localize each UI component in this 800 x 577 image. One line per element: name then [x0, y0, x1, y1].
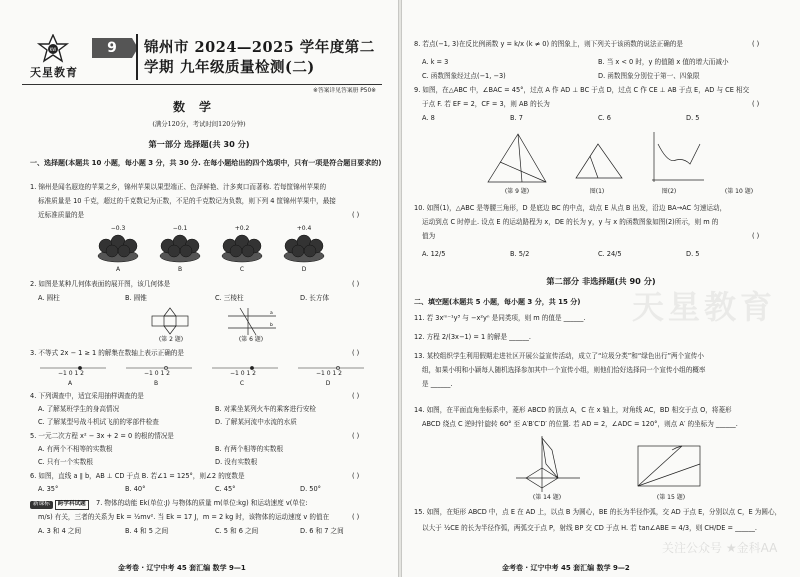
header-divider — [136, 34, 138, 80]
q7-answer-blank: ( ) — [352, 513, 360, 521]
q7-option-d: D. 6 和 7 之间 — [300, 527, 344, 535]
q1-line1: 1. 锦州是闻名遐迩的苹果之乡，锦州苹果以果型端正、色泽鲜艳、汁多爽口而著称. 若每筐锦州苹果的 — [30, 183, 327, 191]
answer-reference: ※答案详见答案册 P50※ — [312, 88, 376, 94]
q6-option-d: D. 50° — [300, 485, 321, 493]
q4-option-b: B. 对乘坐某列火车的乘客进行安检 — [215, 405, 317, 413]
part-two-heading: 第二部分 非选择题(共 90 分) — [546, 276, 656, 286]
q5-option-c: C. 只有一个实数根 — [38, 458, 93, 466]
exam-header — [22, 30, 382, 86]
q9-line1: 9. 如图，在△ABC 中，∠BAC = 45°，过点 A 作 AD ⊥ BC 于点 D，过点 C 作 CE ⊥ AB 于点 E，AD 与 CE 相交 — [414, 86, 750, 94]
q3-stem: 3. 不等式 2x − 1 ≥ 1 的解集在数轴上表示正确的是 — [30, 349, 184, 357]
q8-option-b: B. 当 x < 0 时，y 的值随 x 值的增大而减小 — [598, 58, 729, 66]
function-graph — [646, 130, 706, 186]
header-rule — [22, 84, 382, 85]
q2-option-d: D. 长方体 — [300, 294, 330, 302]
q3-option-c: C — [239, 380, 245, 387]
q3-option-d: D — [325, 380, 331, 387]
q6-stem: 6. 如图，直线 a ∥ b，AB ⊥ CD 于点 B. 若∠1 = 125°，则∠2 的度数是 — [30, 472, 245, 480]
q2-option-c: C. 三棱柱 — [215, 294, 244, 302]
q15-figure-caption: (第 15 题) — [656, 494, 686, 501]
exam-info: (满分120分，考试时间120分钟) — [152, 120, 246, 128]
q1-line3: 近标准质量的是 — [38, 211, 85, 219]
q5-option-a: A. 有两个不相等的实数根 — [38, 445, 113, 453]
q2-answer-blank: ( ) — [352, 280, 360, 288]
q2-figure-caption: (第 2 题) — [158, 336, 184, 343]
q14-line1: 14. 如图，在平面直角坐标系中，菱形 ABCD 的顶点 A，C 在 x 轴上，对角线 AC，BD 相交于点 O，将菱形 — [414, 406, 732, 414]
q3-ticks: −1 0 1 2 — [57, 370, 85, 377]
q2-option-b: B. 圆锥 — [125, 294, 147, 302]
rhombus-coordinate-diagram — [512, 434, 582, 494]
basket-value: −0.3 — [110, 225, 126, 232]
q15-line1: 15. 如图，在矩形 ABCD 中，点 E 在 AD 上，以点 B 为圆心，BE 的长为半径作弧，交 AD 于点 E，分别以点 C，E 为圆心， — [414, 508, 782, 516]
basket-value: +0.2 — [234, 225, 250, 232]
brand-name: 天星教育 — [30, 66, 78, 79]
q13-line1: 13. 某校组织学生利用假期走进社区开展公益宣传活动，成立了“垃圾分类”和“绿色出行”两个宣传小 — [414, 352, 704, 360]
q8-answer-blank: ( ) — [752, 40, 760, 48]
q7-option-b: B. 4 和 5 之间 — [125, 527, 169, 535]
q8-option-a: A. k = 3 — [422, 58, 449, 66]
q9-figure-caption: (第 9 题) — [504, 188, 530, 195]
basket-label: A — [115, 266, 121, 273]
q6-option-b: B. 40° — [125, 485, 146, 493]
q10-option-b: B. 5/2 — [510, 250, 530, 258]
q10-line2: 运动到点 C 时停止. 设点 E 的运动路程为 x，DE 的长为 y，y 与 x 的函数图象如图(2)所示，则 m 的 — [422, 218, 719, 226]
parallel-lines-diagram — [226, 306, 278, 336]
q6-option-c: C. 45° — [215, 485, 236, 493]
basket-label: C — [239, 266, 245, 273]
brand-logo-icon — [36, 34, 70, 64]
q1-answer-blank: ( ) — [352, 211, 360, 219]
new-standard-tag: 新课标 — [30, 501, 53, 509]
q7-tags — [30, 499, 91, 510]
q1-line2: 标准质量是 10 千克，超过的千克数记为正数，不足的千克数记为负数，则下列 4 筐锦州苹果中，最接 — [38, 197, 336, 205]
q7-line1: 7. 物体的动能 Ek(单位:J) 与物体的质量 m(单位:kg) 和运动速度 v(单位: — [96, 499, 308, 507]
q8-option-c: C. 函数图象经过点(−1, −3) — [422, 72, 506, 80]
publisher-watermark: 天星教育 — [632, 288, 777, 326]
part-one-heading: 第一部分 选择题(共 30 分) — [148, 139, 250, 149]
q9-line2: 于点 F. 若 EF = 2，CF = 3，则 AB 的长为 — [422, 100, 550, 108]
q7-option-a: A. 3 和 4 之间 — [38, 527, 82, 535]
q9-option-d: D. 5 — [686, 114, 700, 122]
apple-basket-icons — [96, 232, 336, 264]
paper-number: 9 — [92, 38, 132, 58]
q3-ticks: −1 0 1 2 — [143, 370, 171, 377]
section-two-instructions: 二、填空题(本题共 5 小题，每小题 3 分，共 15 分) — [414, 298, 581, 306]
q9-option-a: A. 8 — [422, 114, 435, 122]
section-one-instructions: 一、选择题(本题共 10 小题，每小题 3 分，共 30 分. 在每小题给出的四个选项中，只有一项是符合题目要求的) — [30, 159, 382, 167]
q5-answer-blank: ( ) — [352, 432, 360, 440]
q13-line2: 组，如果小明和小颖每人随机选择参加其中一个宣传小组，则他们恰好选择同一个宣传小组的概率 — [422, 366, 706, 374]
right-page — [402, 0, 800, 577]
q3-ticks: −1 0 1 2 — [229, 370, 257, 377]
q9-answer-blank: ( ) — [752, 100, 760, 108]
rectangle-arc-diagram — [632, 440, 706, 492]
q10-answer-blank: ( ) — [752, 232, 760, 240]
q3-option-b: B — [153, 380, 159, 387]
q10-option-d: D. 5 — [686, 250, 700, 258]
basket-value: +0.4 — [296, 225, 312, 232]
q7-option-c: C. 5 和 6 之间 — [215, 527, 259, 535]
q8-option-d: D. 函数图象分别位于第一、四象限 — [598, 72, 700, 80]
q15-line2: 以大于 ½CE 的长为半径作弧，两弧交于点 P，射线 BP 交 CD 于点 H. 若 tan∠ABE = 4/3，则 CH/DE = ______. — [422, 524, 758, 532]
q4-option-c: C. 了解某型号战斗机试飞前的零部件检查 — [38, 418, 159, 426]
fig1-caption: 图(1) — [589, 188, 605, 195]
q6-option-a: A. 35° — [38, 485, 59, 493]
svg-text:b: b — [270, 323, 273, 328]
q5-stem: 5. 一元二次方程 x² − 3x + 2 = 0 的根的情况是 — [30, 432, 174, 440]
q9-option-b: B. 7 — [510, 114, 523, 122]
cross-subject-tag: 跨学科试题 — [55, 500, 89, 510]
q10-figure-caption: (第 10 题) — [724, 188, 754, 195]
fig2-caption: 图(2) — [661, 188, 677, 195]
q8-stem: 8. 若点(−1, 3)在反比例函数 y = k/x (k ≠ 0) 的图象上，则下列关于该函数的说法正确的是 — [414, 40, 683, 48]
q4-stem: 4. 下列调查中，适宜采用抽样调查的是 — [30, 392, 144, 400]
svg-text:a: a — [270, 311, 273, 316]
q3-ticks: −1 0 1 2 — [315, 370, 343, 377]
q11-stem: 11. 若 3xᵐ⁻¹y³ 与 −x²yⁿ 是同类项，则 m 的值是 ______. — [414, 314, 586, 322]
q4-option-d: D. 了解某河流中水流的水质 — [215, 418, 297, 426]
basket-label: D — [301, 266, 307, 273]
basket-label: B — [177, 266, 183, 273]
basket-value: −0.1 — [172, 225, 188, 232]
q4-answer-blank: ( ) — [352, 392, 360, 400]
net-diagram — [146, 306, 196, 336]
q10-line1: 10. 如图(1)，△ABC 是等腰三角形，D 是底边 BC 的中点，动点 E 从点 B 出发，沿边 BA→AC 匀速运动， — [414, 204, 727, 212]
q13-line3: 是 ______. — [422, 380, 453, 388]
q2-option-a: A. 圆柱 — [38, 294, 60, 302]
exam-title-line2: 九年级质量检测(二) — [180, 59, 315, 76]
left-footer: 金考卷 · 辽宁中考 45 套汇编 数学 9—1 — [118, 563, 246, 572]
q5-option-b: B. 有两个相等的实数根 — [215, 445, 284, 453]
social-watermark: 关注公众号 ★金科AA — [662, 541, 778, 555]
q7-line2: m/s) 有关，三者的关系为 Ek = ½mv². 当 Ek = 17 J，m = 2 kg 时，该物体的运动速度 v 的值在 — [38, 513, 330, 521]
q10-line3: 值为 — [422, 232, 436, 240]
q12-stem: 12. 方程 2/(3x−1) = 1 的解是 ______. — [414, 333, 532, 341]
exam-title-line1: 锦州市 2024—2025 学年度第二学期 — [144, 39, 375, 76]
q10-option-a: A. 12/5 — [422, 250, 446, 258]
left-page — [0, 0, 398, 577]
q9-option-c: C. 6 — [598, 114, 611, 122]
q5-option-d: D. 没有实数根 — [215, 458, 258, 466]
q14-line2: ABCD 绕点 C 逆时针旋转 60° 至 A′B′C′D′ 的位置. 若 AD = 2，∠ADC = 120°，则点 A′ 的坐标为 ______. — [422, 420, 738, 428]
q3-option-a: A — [67, 380, 73, 387]
svg-text:KW: KW — [49, 47, 57, 52]
subject-title: 数学 — [172, 100, 225, 114]
q10-option-c: C. 24/5 — [598, 250, 622, 258]
q2-stem: 2. 如图是某种几何体表面的展开图，该几何体是 — [30, 280, 171, 288]
q6-answer-blank: ( ) — [352, 472, 360, 480]
q3-answer-blank: ( ) — [352, 349, 360, 357]
q6-figure-caption: (第 6 题) — [238, 336, 264, 343]
q14-figure-caption: (第 14 题) — [532, 494, 562, 501]
isosceles-triangle-diagram — [570, 140, 630, 184]
right-footer: 金考卷 · 辽宁中考 45 套汇编 数学 9—2 — [502, 563, 630, 572]
triangle-abc-diagram — [482, 130, 552, 188]
q4-option-a: A. 了解某班学生的身高情况 — [38, 405, 120, 413]
